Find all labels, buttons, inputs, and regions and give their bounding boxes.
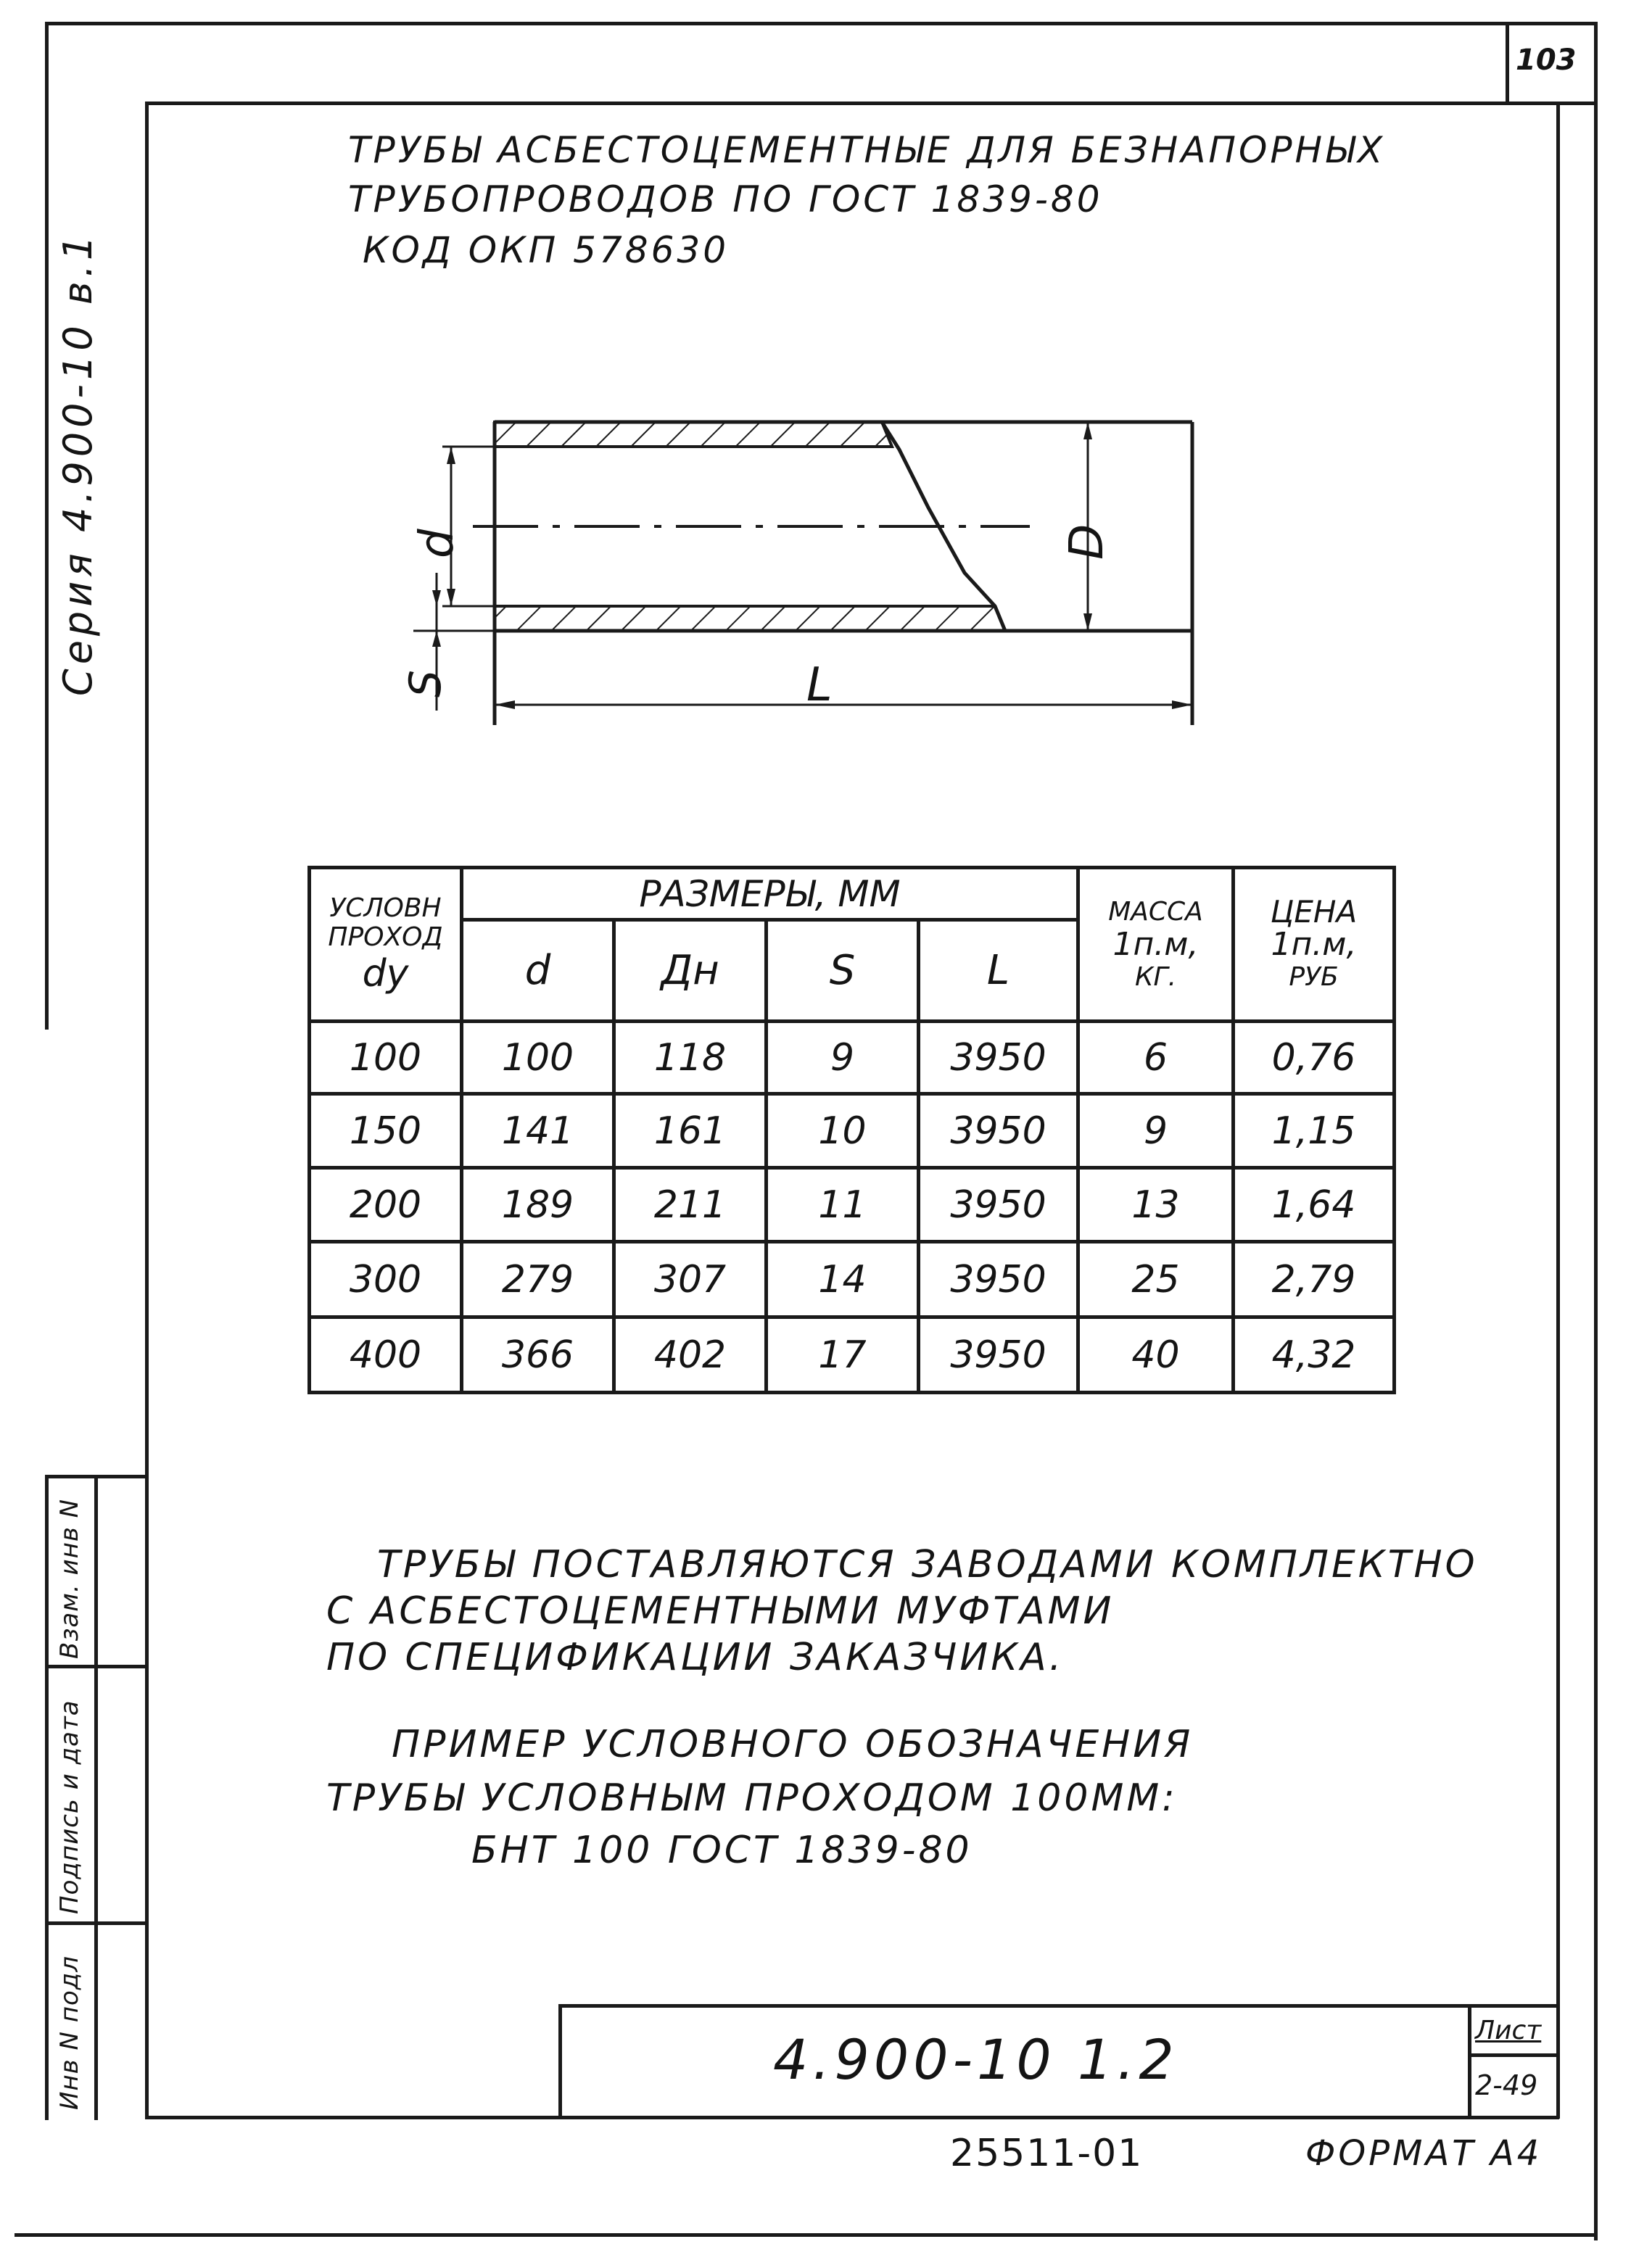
cell-price: 1,64 — [1234, 1168, 1395, 1242]
cell-d: 100 — [462, 1022, 614, 1094]
table-row — [310, 1168, 1395, 1242]
subheader-Dn: Дн — [614, 920, 767, 1022]
cell-Dn: 161 — [614, 1094, 767, 1168]
header-price — [1234, 868, 1395, 1022]
header-dimensions: РАЗМЕРЫ, ММ — [462, 868, 1078, 920]
example-line-2: ТРУБЫ УСЛОВНЫМ ПРОХОДОМ 100ММ: — [326, 1776, 1178, 1820]
cell-dy: 150 — [310, 1094, 462, 1168]
supply-note-line-1: ТРУБЫ ПОСТАВЛЯЮТСЯ ЗАВОДАМИ КОМПЛЕКТНО — [377, 1543, 1478, 1586]
header-mass-line-3: КГ. — [1134, 961, 1177, 992]
cell-dy: 200 — [310, 1168, 462, 1242]
title-line-1: ТРУБЫ АСБЕСТОЦЕМЕНТНЫЕ ДЛЯ БЕЗНАПОРНЫХ — [348, 129, 1386, 171]
header-mass-line-2: 1п.м, — [1112, 925, 1199, 963]
cell-L: 3950 — [919, 1094, 1078, 1168]
cell-Dn: 118 — [614, 1022, 767, 1094]
title-line-3: КОД ОКП 578630 — [363, 229, 730, 271]
inner-frame-top — [145, 102, 1595, 105]
header-mass — [1078, 868, 1234, 1022]
header-price-line-1: ЦЕНА — [1270, 893, 1358, 930]
stamp-inventory-number: Инв N подл — [55, 1955, 84, 2110]
dimension-label-L: L — [806, 658, 833, 712]
cell-price: 0,76 — [1234, 1022, 1395, 1094]
cell-dy: 400 — [310, 1317, 462, 1393]
series-vertical-label: Серия 4.900-10 в.1 — [55, 231, 101, 696]
cell-Dn: 402 — [614, 1317, 767, 1393]
header-nominal-line-3: dy — [362, 951, 409, 996]
cell-S: 14 — [767, 1242, 919, 1317]
header-nominal-bore — [310, 868, 462, 1022]
cell-price: 2,79 — [1234, 1242, 1395, 1317]
cell-mass: 9 — [1078, 1094, 1234, 1168]
pipe-wall-bottom-hatch — [495, 606, 1005, 631]
cell-mass: 13 — [1078, 1168, 1234, 1242]
cell-Dn: 211 — [614, 1168, 767, 1242]
subheader-d: d — [462, 920, 614, 1022]
cell-d: 189 — [462, 1168, 614, 1242]
header-mass-line-1: МАССА — [1108, 896, 1203, 927]
header-price-line-2: 1п.м, — [1271, 925, 1357, 963]
document-code: 4.900-10 1.2 — [773, 2027, 1178, 2092]
table-row — [310, 1242, 1395, 1317]
cell-Dn: 307 — [614, 1242, 767, 1317]
header-price-line-3: РУБ — [1289, 961, 1339, 992]
header-nominal-line-1: УСЛОВН — [329, 893, 442, 923]
cell-dy: 300 — [310, 1242, 462, 1317]
cell-mass: 6 — [1078, 1022, 1234, 1094]
cell-L: 3950 — [919, 1317, 1078, 1393]
supply-note-line-3: ПО СПЕЦИФИКАЦИИ ЗАКАЗЧИКА. — [326, 1636, 1065, 1679]
header-nominal-line-2: ПРОХОД — [328, 922, 443, 952]
sheet-label: Лист — [1475, 2016, 1542, 2045]
cell-price: 4,32 — [1234, 1317, 1395, 1393]
stamp-replacement-number: Взам. инв N — [55, 1498, 84, 1659]
cell-S: 10 — [767, 1094, 919, 1168]
cell-d: 141 — [462, 1094, 614, 1168]
stamp-signature-date: Подпись и дата — [55, 1700, 84, 1914]
example-line-3: БНТ 100 ГОСТ 1839-80 — [471, 1829, 973, 1872]
outer-frame-right — [1594, 22, 1598, 2240]
paper-format: ФОРМАТ А4 — [1305, 2133, 1543, 2174]
inner-frame-left — [145, 102, 149, 2119]
cell-price: 1,15 — [1234, 1094, 1395, 1168]
inner-frame-right — [1556, 102, 1560, 2119]
table-row — [310, 1022, 1395, 1094]
inner-frame-bottom — [145, 2116, 1559, 2119]
outer-frame-top — [45, 22, 1597, 25]
cell-S: 17 — [767, 1317, 919, 1393]
cell-L: 3950 — [919, 1022, 1078, 1094]
dimension-label-d: d — [410, 529, 464, 558]
table-row — [310, 1094, 1395, 1168]
cell-S: 11 — [767, 1168, 919, 1242]
cell-mass: 40 — [1078, 1317, 1234, 1393]
supply-note-line-2: С АСБЕСТОЦЕМЕНТНЫМИ МУФТАМИ — [326, 1589, 1115, 1633]
subheader-L: L — [919, 920, 1078, 1022]
pipe-section-drawing — [392, 406, 1211, 740]
cell-dy: 100 — [310, 1022, 462, 1094]
order-number: 25511-01 — [950, 2132, 1144, 2175]
dimension-label-S: S — [400, 669, 451, 698]
cell-d: 366 — [462, 1317, 614, 1393]
cell-S: 9 — [767, 1022, 919, 1094]
corner-box-left — [1506, 22, 1509, 103]
pipe-spec-table — [307, 866, 1396, 1394]
example-line-1: ПРИМЕР УСЛОВНОГО ОБОЗНАЧЕНИЯ — [392, 1723, 1194, 1766]
sheet-number: 2-49 — [1475, 2069, 1538, 2101]
cell-d: 279 — [462, 1242, 614, 1317]
subheader-S: S — [767, 920, 919, 1022]
pipe-wall-top-hatch — [495, 422, 892, 447]
cell-L: 3950 — [919, 1168, 1078, 1242]
cell-mass: 25 — [1078, 1242, 1234, 1317]
outer-frame-bottom — [15, 2233, 1595, 2237]
outer-frame-left — [45, 22, 49, 1030]
corner-page-number: 103 — [1516, 44, 1577, 77]
title-line-2: ТРУБОПРОВОДОВ ПО ГОСТ 1839-80 — [348, 178, 1103, 220]
dimension-label-D: D — [1060, 523, 1114, 560]
cell-L: 3950 — [919, 1242, 1078, 1317]
table-row — [310, 1317, 1395, 1393]
